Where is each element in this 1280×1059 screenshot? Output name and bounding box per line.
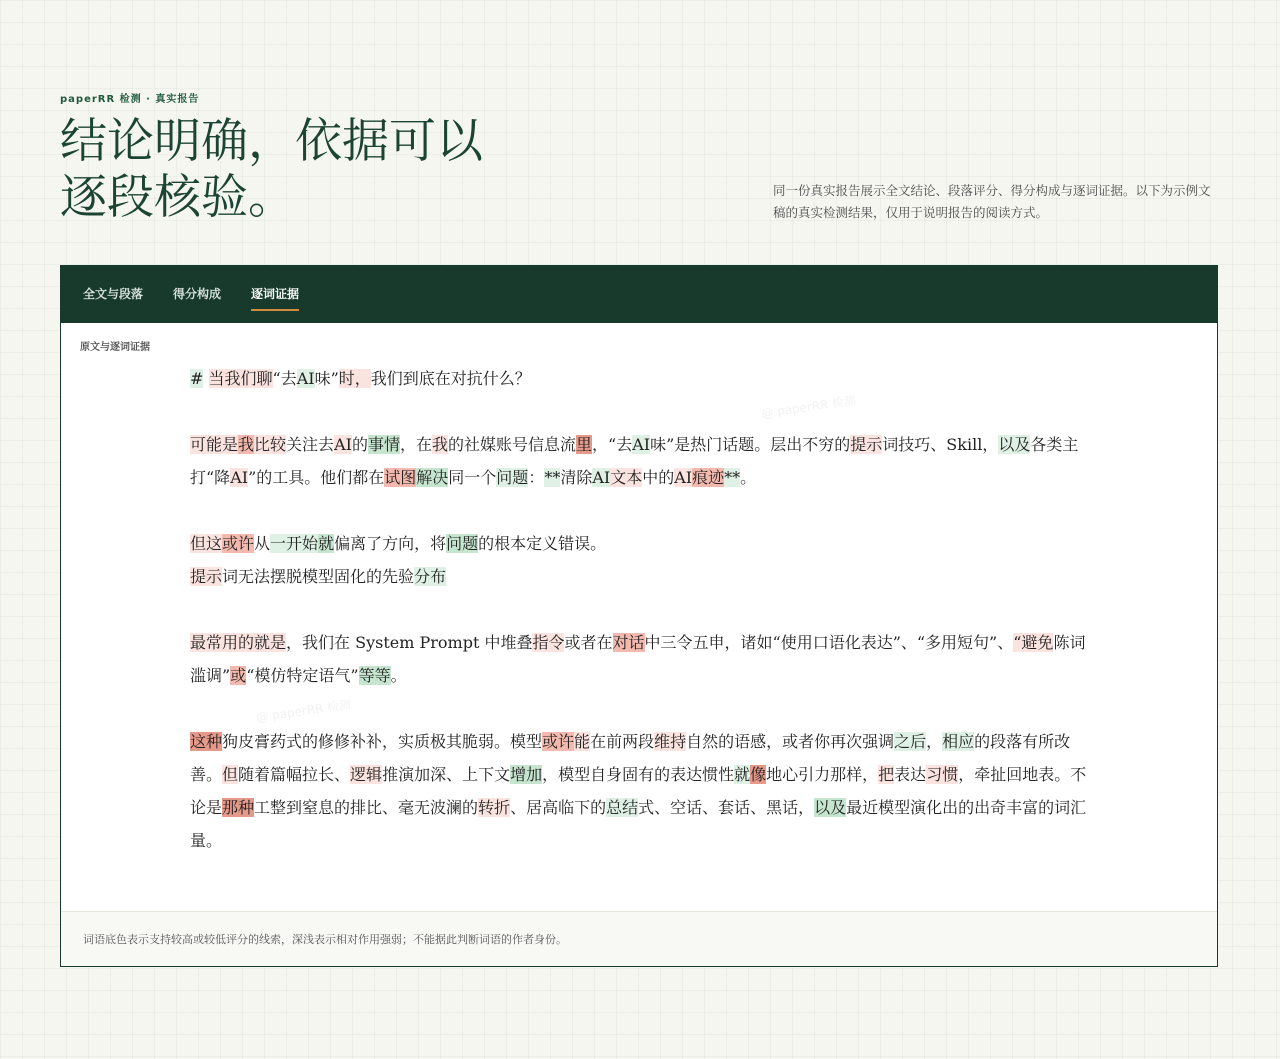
- text-run: ：: [528, 468, 545, 487]
- evidence-token: 提示: [190, 567, 223, 586]
- text-run: 关注去: [286, 435, 335, 454]
- evidence-token: 就是: [254, 633, 287, 652]
- document-paragraph: [190, 626, 1090, 692]
- legend-footer: [61, 911, 1217, 966]
- text-run: 最近模型演化出的出奇丰富的词汇量。: [190, 798, 1087, 850]
- text-run: “模仿特定语气”: [246, 666, 359, 685]
- section-label: 原文与逐词证据: [80, 342, 150, 353]
- evidence-token: 可能是: [190, 435, 239, 454]
- text-run: 推演加深、上下文: [382, 765, 511, 784]
- evidence-token: AI: [592, 468, 611, 487]
- evidence-token: 时，: [338, 369, 371, 388]
- evidence-token: 提示: [850, 435, 883, 454]
- evidence-token: 分布: [414, 567, 447, 586]
- evidence-token: 但这: [190, 534, 223, 553]
- text-run: 。: [740, 468, 757, 487]
- evidence-token: 指令: [532, 633, 565, 652]
- text-run: [203, 369, 208, 388]
- text-run: ”的工具。他们都在: [248, 468, 385, 487]
- text-run: 。: [390, 666, 407, 685]
- text-run: 或者在: [564, 633, 613, 652]
- evidence-token: 把: [878, 765, 895, 784]
- text-run: 从: [254, 534, 271, 553]
- page-title: [60, 114, 580, 226]
- eyebrow-label: paperRR 检测 · 真实报告: [60, 94, 200, 105]
- evidence-token: 最常用的: [190, 633, 255, 652]
- text-run: 味”: [314, 369, 339, 388]
- page-title-line-2: 逐段核验。: [60, 170, 295, 225]
- text-run: 的段落有所改善。: [190, 732, 1071, 784]
- evidence-token: 对话: [612, 633, 645, 652]
- evidence-token: 总结: [606, 798, 639, 817]
- tab-word-evidence[interactable]: 逐词证据: [251, 281, 299, 308]
- evidence-token: “避免: [1013, 633, 1054, 652]
- tab-bar: [61, 266, 1217, 323]
- text-run: ，我们在 System Prompt 中堆叠: [286, 633, 533, 652]
- document-paragraph: [190, 560, 1090, 593]
- evidence-token: AI: [334, 435, 352, 454]
- text-run: 偏离了方向，将: [334, 534, 447, 553]
- evidence-token: 或许: [222, 534, 255, 553]
- text-run: 在前两段: [590, 732, 655, 751]
- text-run: ，: [926, 732, 943, 751]
- legend-note: 词语底色表示支持较高或较低评分的线索，深浅表示相对作用强弱；不能据此判断词语的作者身份。: [83, 933, 567, 946]
- text-run: 中的: [642, 468, 675, 487]
- evidence-token: **: [544, 468, 561, 487]
- evidence-token: 比较: [254, 435, 287, 454]
- text-run: 随着篇幅拉长、: [238, 765, 351, 784]
- evidence-token: 当我们聊: [208, 369, 273, 388]
- watermark: @ paperRR 检测: [255, 697, 352, 725]
- text-run: 地心引力那样，: [766, 765, 879, 784]
- evidence-token: 我: [238, 435, 255, 454]
- evidence-token: 问题: [446, 534, 479, 553]
- report-panel: [60, 265, 1218, 967]
- evidence-token: 里: [576, 435, 593, 454]
- evidence-token: 问题: [496, 468, 529, 487]
- evidence-token: AI: [296, 369, 315, 388]
- evidence-token: 之后: [894, 732, 927, 751]
- evidence-token: 像: [750, 765, 767, 784]
- page-description: 同一份真实报告展示全文结论、段落评分、得分构成与逐词证据。以下为示例文稿的真实检测结果，仅用于说明报告的阅读方式。: [773, 183, 1211, 220]
- evidence-token: 增加: [510, 765, 543, 784]
- evidence-token: 试图: [384, 468, 417, 487]
- evidence-token: 等等: [358, 666, 391, 685]
- evidence-token: 相应: [942, 732, 975, 751]
- text-run: 表达: [894, 765, 927, 784]
- evidence-token: 或: [230, 666, 247, 685]
- evidence-token: AI: [674, 468, 693, 487]
- evidence-token: 文本: [610, 468, 643, 487]
- text-run: 各类主打“降: [190, 435, 1079, 487]
- evidence-token: **: [724, 468, 741, 487]
- evidence-token: AI: [632, 435, 651, 454]
- text-run: ，“去: [592, 435, 633, 454]
- evidence-token: 解决: [416, 468, 449, 487]
- evidence-token: 痕迹: [692, 468, 725, 487]
- text-run: 工整到窒息的排比、毫无波澜的: [254, 798, 479, 817]
- text-run: ，在: [399, 435, 432, 454]
- document-paragraph: [190, 362, 1090, 395]
- evidence-token: 这种: [190, 732, 223, 751]
- tab-full-text[interactable]: 全文与段落: [83, 287, 144, 301]
- tab-score-breakdown[interactable]: 得分构成: [173, 287, 222, 301]
- evidence-token: 但: [222, 765, 239, 784]
- text-run: 、居高临下的: [510, 798, 607, 817]
- text-run: 词无法摆脱模型固化的先验: [222, 567, 415, 586]
- document-paragraph: [190, 527, 1090, 560]
- text-run: 狗皮膏药式的修修补补，实质极其脆弱。模型: [222, 732, 543, 751]
- evidence-token: 事情: [367, 435, 400, 454]
- text-run: 词技巧、Skill，: [882, 435, 999, 454]
- evidence-token: AI: [230, 468, 249, 487]
- text-run: 中三令五申，诸如“使用口语化表达”、“多用短句”、: [644, 633, 1014, 652]
- text-run: “去: [272, 369, 297, 388]
- text-run: 自然的语感，或者你再次强调: [686, 732, 895, 751]
- text-run: 我们到底在对抗什么？: [370, 369, 531, 388]
- text-run: ，模型自身固有的表达惯性: [542, 765, 735, 784]
- evidence-token: 能: [574, 732, 591, 751]
- evidence-token: 习惯: [926, 765, 959, 784]
- document-paragraph: [190, 428, 1090, 494]
- text-run: 的根本定义错误。: [478, 534, 607, 553]
- text-run: 式、空话、套话、黑话，: [638, 798, 815, 817]
- evidence-token: 就: [734, 765, 751, 784]
- text-run: 同一个: [448, 468, 497, 487]
- evidence-token: 或许: [542, 732, 575, 751]
- evidence-token: 以及: [998, 435, 1031, 454]
- text-run: 味”是热门话题。层出不穷的: [650, 435, 851, 454]
- document-body: [190, 362, 1090, 890]
- evidence-token: 转折: [478, 798, 511, 817]
- document-paragraph: [190, 725, 1090, 857]
- page-title-line-1: 结论明确，依据可以: [60, 114, 483, 169]
- evidence-token: 就: [318, 534, 335, 553]
- evidence-token: 以及: [814, 798, 847, 817]
- evidence-token: 一开始: [270, 534, 319, 553]
- watermark: @ paperRR 检测: [760, 393, 857, 421]
- evidence-token: 逻辑: [350, 765, 383, 784]
- text-run: 陈词滥调”: [190, 633, 1086, 685]
- evidence-token: 维持: [654, 732, 687, 751]
- text-run: 的社媒账号信息流: [448, 435, 577, 454]
- text-run: 的: [351, 435, 368, 454]
- evidence-token: 我: [431, 435, 448, 454]
- evidence-token: 那种: [222, 798, 255, 817]
- text-run: ，牵扯回地表。不论是: [190, 765, 1087, 817]
- text-run: 清除: [560, 468, 593, 487]
- evidence-token: #: [190, 369, 204, 388]
